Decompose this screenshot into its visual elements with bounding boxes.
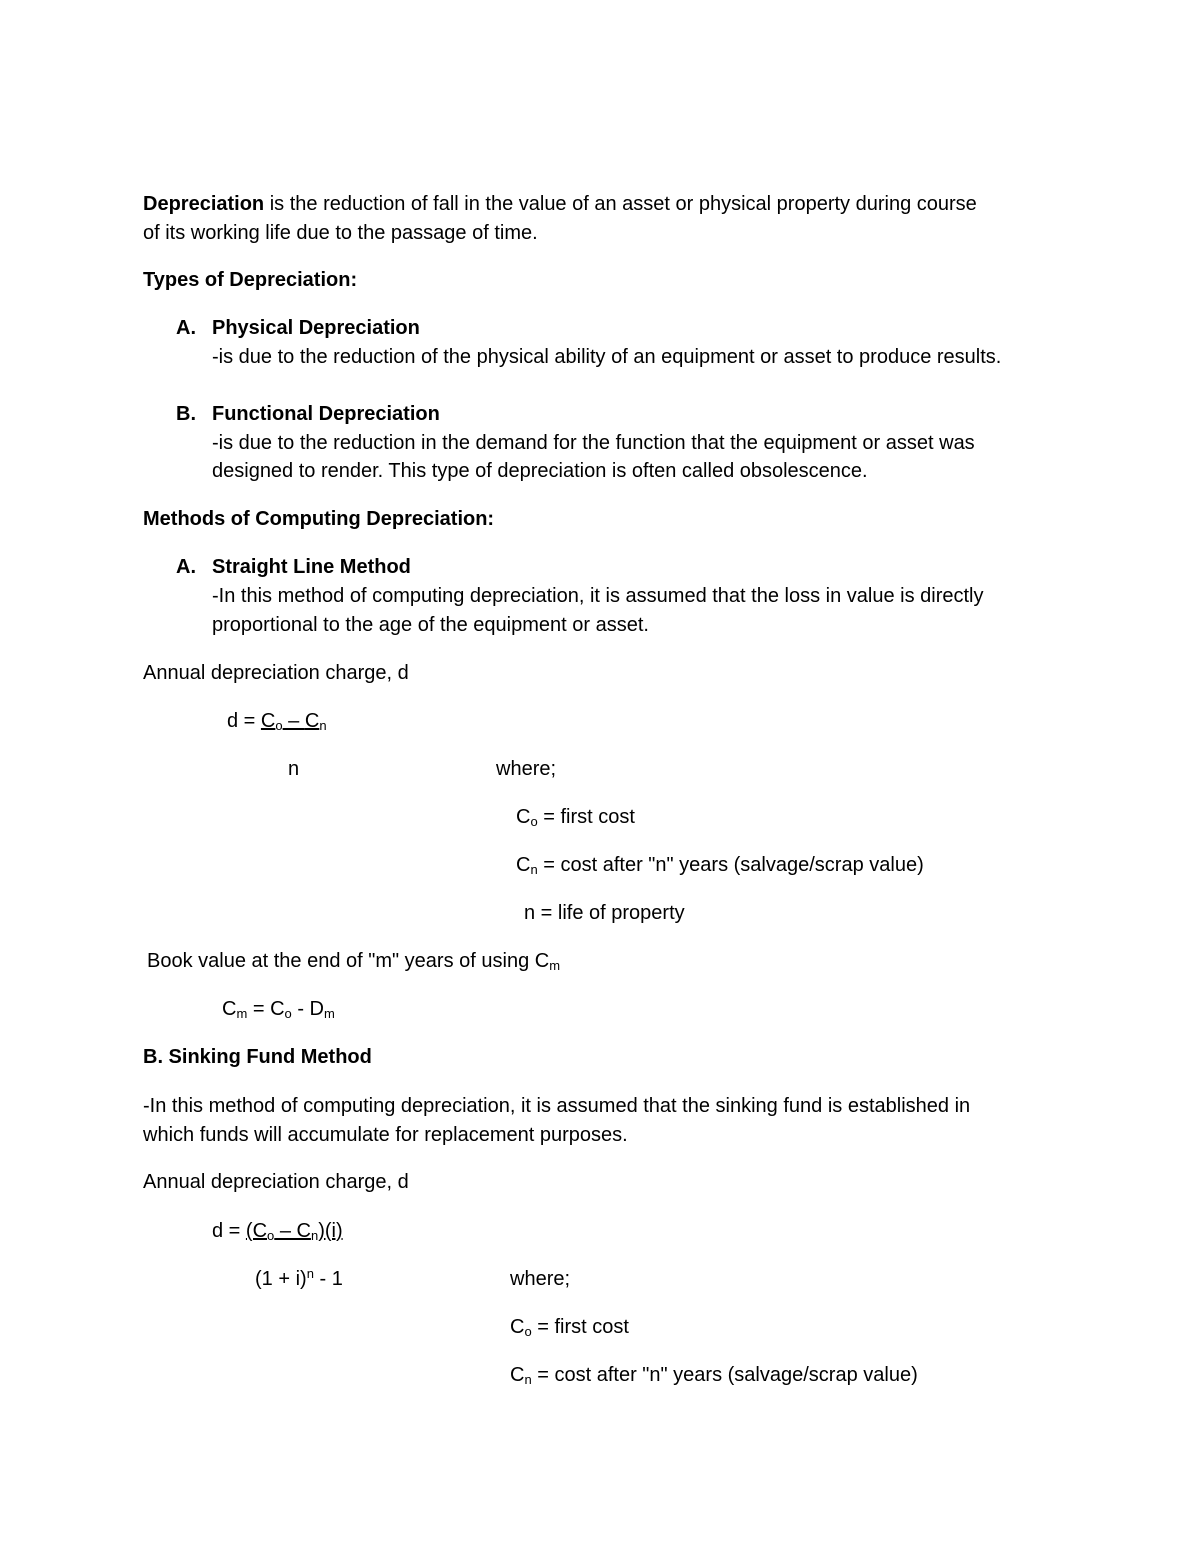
intro-line-2: of its working life due to the passage of time. (143, 222, 538, 244)
def-first-cost-1: $C_o$ = first cost (516, 806, 635, 829)
where-label-1: where; (496, 758, 557, 780)
sf-formula-numerator: $(C_o - C_n)(i)$ (245, 1220, 343, 1243)
sinking-fund-formula: $d = (C_o - C_n)(i)$ (212, 1220, 343, 1243)
book-value-label: Book value at the end of "m" years of using $C_m$ (147, 950, 561, 973)
depreciation-term: Depreciation (143, 193, 265, 215)
type-b-desc-1: -is due to the reduction in the demand for the function that the equipment or asset was (212, 432, 975, 454)
def-salvage-2: $C_n = \cos t$ after "n" years (salvage/scrap value) (510, 1364, 918, 1387)
annual-charge-label-2: Annual depreciation charge, d (143, 1171, 409, 1193)
annual-charge-label-1: Annual depreciation charge, d (143, 662, 409, 684)
types-heading: Types of Depreciation: (143, 269, 358, 291)
book-value-formula: $C_m = C_o - D_m$ (222, 998, 335, 1021)
sf-formula-denominator: $(1 + i)^n - 1$ (255, 1266, 343, 1290)
type-a-desc: -is due to the reduction of the physical ability of an equipment or asset to produce results. (212, 346, 1002, 368)
intro-line-1 (143, 192, 977, 216)
sinking-fund-desc-2: which funds will accumulate for replacement purposes. (143, 1124, 628, 1146)
intro-text: is the reduction of fall in the value of an asset or physical property during course (264, 193, 977, 215)
where-label-2: where; (510, 1268, 571, 1290)
def-salvage-1: $C_n = \cos t$ after "n" years (salvage/scrap value) (516, 854, 924, 877)
method-a-desc-2: proportional to the age of the equipment or asset. (212, 614, 649, 636)
type-a-title: Physical Depreciation (212, 317, 420, 339)
straight-line-formula (227, 709, 327, 733)
type-a-marker: A. (176, 317, 196, 339)
def-life: n = life of property (524, 902, 685, 924)
formula-lhs: d = (227, 710, 261, 732)
sinking-fund-title: B. Sinking Fund Method (143, 1046, 372, 1068)
def-first-cost-2: $C_o$ = first cost (510, 1316, 629, 1339)
method-a-desc-1: -In this method of computing depreciation, it is assumed that the loss in value is directly (212, 585, 984, 607)
type-b-desc-2: designed to render. This type of depreciation is often called obsolescence. (212, 460, 868, 482)
type-b-marker: B. (176, 403, 196, 425)
formula-denominator: n (288, 758, 300, 780)
method-a-marker: A. (176, 556, 196, 578)
methods-heading: Methods of Computing Depreciation: (143, 508, 495, 530)
type-b-title: Functional Depreciation (212, 403, 440, 425)
sinking-fund-desc-1: -In this method of computing depreciation, it is assumed that the sinking fund is established in (143, 1095, 971, 1117)
method-a-title: Straight Line Method (212, 556, 411, 578)
formula-numerator: $C_o - C_n$ (260, 710, 327, 733)
